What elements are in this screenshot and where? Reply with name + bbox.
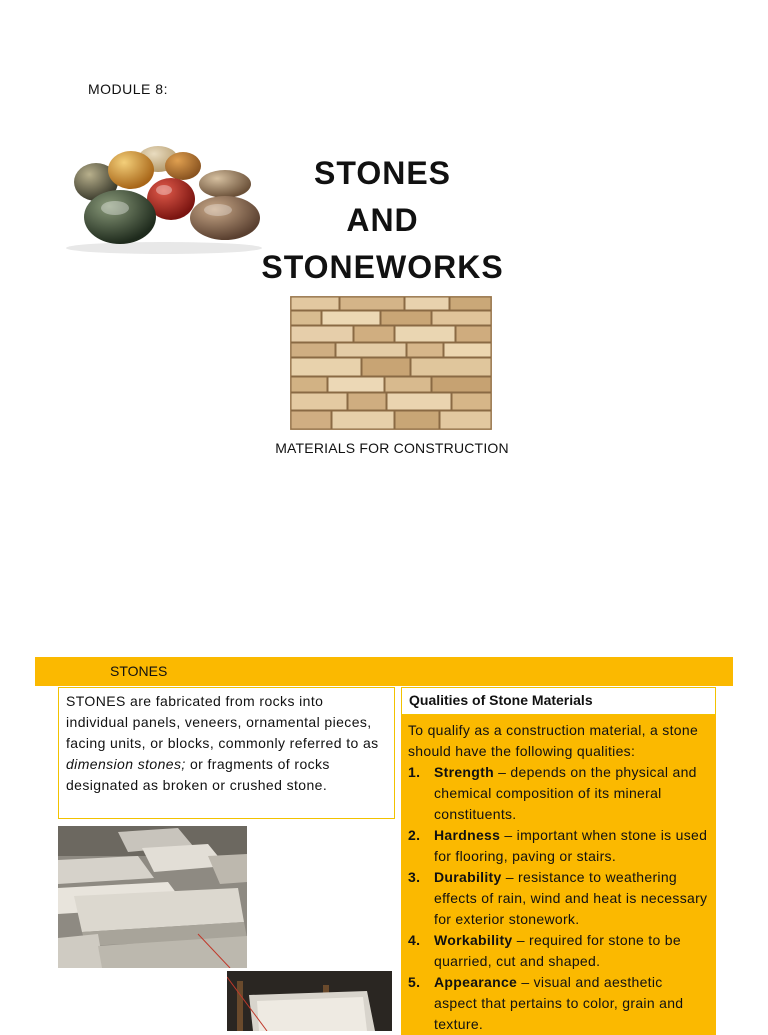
quality-term: Hardness <box>434 827 501 843</box>
quality-number: 2. <box>408 827 421 843</box>
quality-number: 3. <box>408 869 421 885</box>
quality-item <box>408 930 709 972</box>
stone-wall-image <box>290 296 492 430</box>
definition-text-2: or fragments of rocks designated as broken or crushed stone. <box>66 756 330 793</box>
stones-definition <box>58 687 395 819</box>
quarry-slabs-photo <box>58 826 247 968</box>
quality-term: Durability <box>434 869 502 885</box>
subtitle: MATERIALS FOR CONSTRUCTION <box>275 440 509 456</box>
quality-item <box>408 972 709 1035</box>
title-line-1: STONES <box>314 155 451 191</box>
quality-item <box>408 762 709 825</box>
definition-lead: STONES <box>66 693 126 709</box>
quality-item <box>408 825 709 867</box>
quality-term: Strength <box>434 764 494 780</box>
quality-term: Workability <box>434 932 513 948</box>
definition-text-1: are fabricated from rocks into individual panels, veneers, ornamental pieces, facing units, or blocks, commonly referred to as <box>66 693 379 751</box>
quality-number: 4. <box>408 932 421 948</box>
definition-italic: dimension stones; <box>66 756 186 772</box>
pebbles-image <box>58 132 270 254</box>
quality-description: – depends on the physical and chemical composition of its mineral constituents. <box>434 764 697 822</box>
qualities-heading: Qualities of Stone Materials <box>401 687 716 715</box>
quality-number: 1. <box>408 764 421 780</box>
quality-description: – important when stone is used for flooring, paving or stairs. <box>434 827 708 864</box>
page-title <box>250 150 515 291</box>
quality-description: – resistance to weathering effects of rain, wind and heat is necessary for exterior stonework. <box>434 869 708 927</box>
section-title: STONES <box>110 663 168 679</box>
quality-number: 5. <box>408 974 421 990</box>
quality-description: – visual and aesthetic aspect that pertains to color, grain and texture. <box>434 974 684 1032</box>
qualities-intro: To qualify as a construction material, a stone should have the following qualities: <box>408 722 699 759</box>
title-line-2: AND <box>346 202 419 238</box>
qualities-body <box>401 715 716 1035</box>
quality-term: Appearance <box>434 974 518 990</box>
quality-item <box>408 867 709 930</box>
title-line-3: STONEWORKS <box>261 249 504 285</box>
qualities-list <box>408 762 709 1035</box>
stone-slab-storage-photo <box>227 971 392 1031</box>
quality-description: – required for stone to be quarried, cut and shaped. <box>434 932 681 969</box>
module-label: MODULE 8: <box>88 81 168 97</box>
